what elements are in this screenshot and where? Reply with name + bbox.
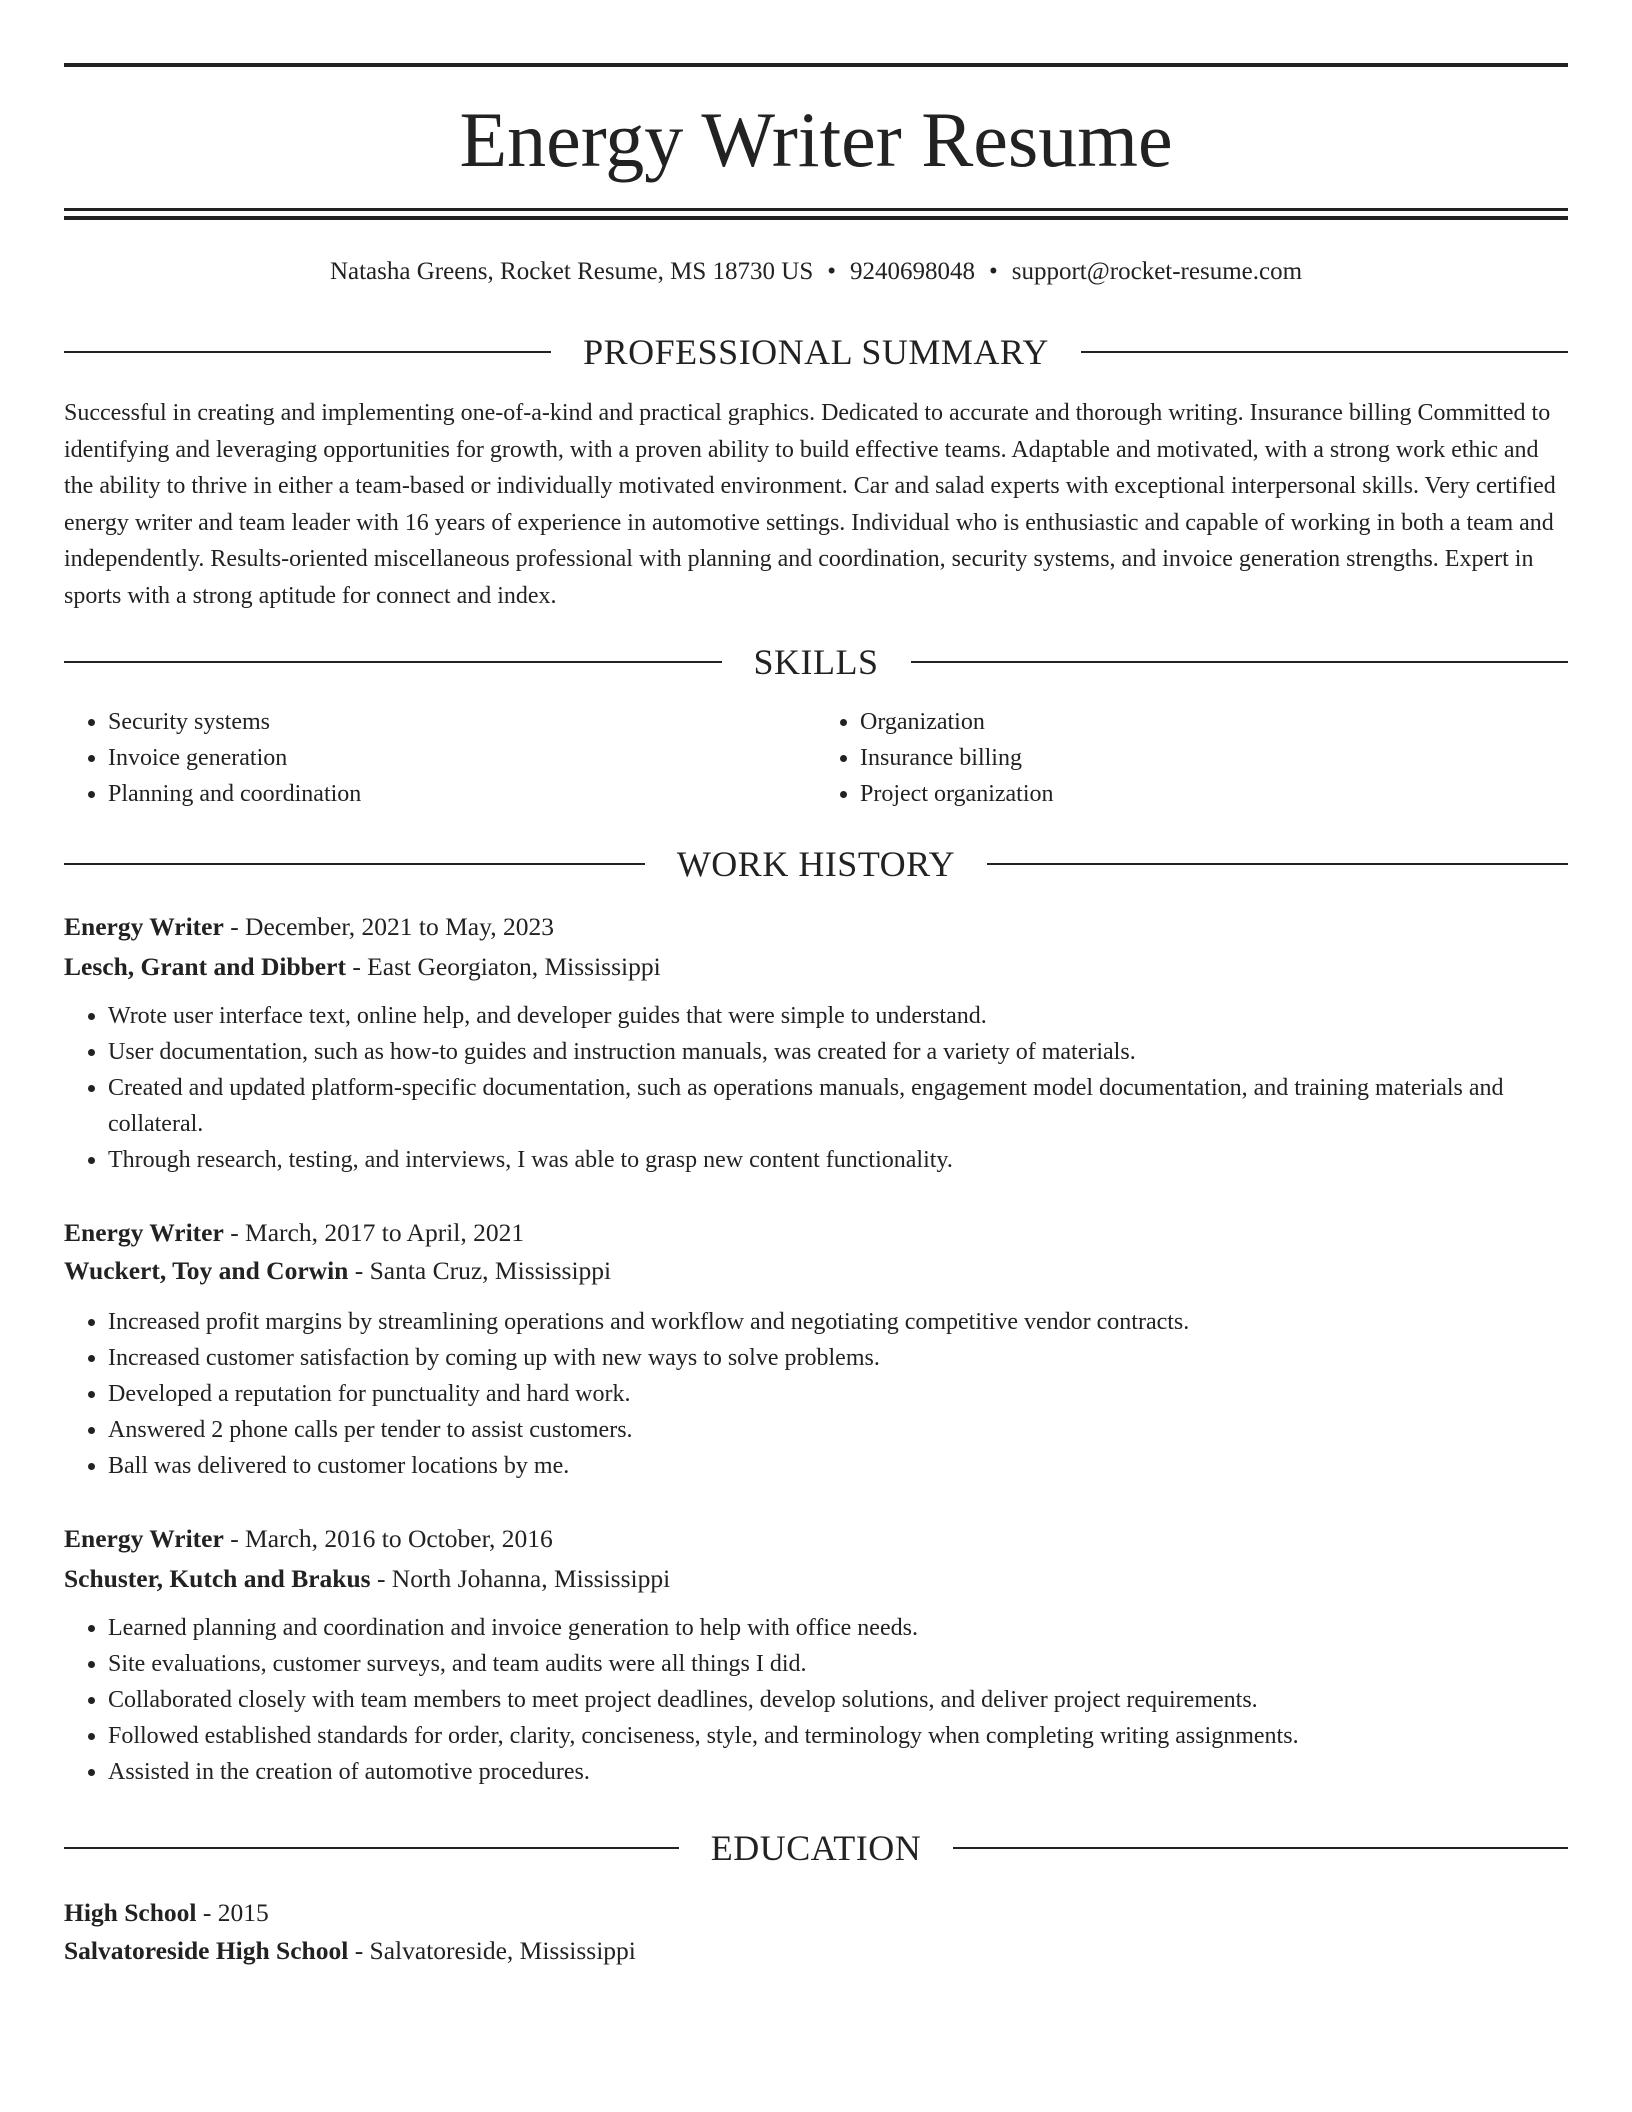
job-company-line	[64, 1560, 1568, 1598]
contact-line	[64, 252, 1568, 292]
skills-heading	[64, 640, 1568, 684]
skills-list	[64, 704, 1568, 812]
contact-email: support@rocket-resume.com	[1011, 258, 1303, 285]
job-company-line	[64, 1252, 1568, 1290]
summary-text: Successful in creating and implementing one-of-a-kind and practical graphics. Dedicated to accurate and thorough writing. Insurance billing Committed to identifying and leveraging opportunities for growth, with a proven ability to build effective teams. Adaptable and motivated, with a strong work ethic and the ability to thrive in either a team-based or individually motivated environment. Car and salad experts with exceptional interpersonal skills. Very certified energy writer and team leader with 16 years of experience in automotive settings. Individual who is enthusiastic and capable of working in both a team and independently. Results-oriented miscellaneous professional with planning and coordination, security systems, and invoice generation strengths. Expert in sports with a strong aptitude for connect and index.	[64, 400, 1556, 609]
job-location: - East Georgiaton, Mississippi	[345, 952, 661, 981]
job-entry	[64, 908, 1568, 1178]
skill-item: • Project organization	[860, 776, 1568, 812]
job-bullet: • Assisted in the creation of automotive procedures.	[108, 1754, 1568, 1790]
job-bullet: • Developed a reputation for punctuality and hard work.	[108, 1376, 1568, 1412]
skill-item: • Planning and coordination	[108, 776, 816, 812]
contact-address: Natasha Greens, Rocket Resume, MS 18730 US	[329, 258, 814, 285]
heading-rule-left	[64, 661, 722, 663]
skill-item: • Security systems	[108, 704, 816, 740]
job-bullets	[64, 1304, 1568, 1484]
job-location: - Santa Cruz, Mississippi	[348, 1256, 612, 1285]
heading-rule-right	[1081, 351, 1568, 353]
heading-rule-right	[987, 863, 1568, 865]
job-company-line	[64, 948, 1568, 986]
job-company: Wuckert, Toy and Corwin	[64, 1256, 349, 1285]
skill-item: • Insurance billing	[860, 740, 1568, 776]
education-heading	[64, 1826, 1568, 1870]
job-title-line	[64, 1520, 1568, 1558]
skills-column-right	[816, 704, 1568, 812]
contact-separator: •	[827, 258, 836, 285]
education-degree-line	[64, 1894, 1568, 1932]
education-degree: High School	[64, 1898, 197, 1927]
job-bullet: • Followed established standards for order, clarity, conciseness, style, and terminology when completing writing assignments.	[108, 1718, 1568, 1754]
contact-phone: 9240698048	[849, 258, 975, 285]
job-bullet: • Wrote user interface text, online help, and developer guides that were simple to understand.	[108, 998, 1568, 1034]
heading-rule-left	[64, 351, 551, 353]
heading-rule-right	[911, 661, 1569, 663]
job-entry	[64, 1520, 1568, 1790]
heading-rule-right	[953, 1847, 1568, 1849]
job-title-line	[64, 908, 1568, 946]
job-company: Schuster, Kutch and Brakus	[64, 1564, 371, 1593]
summary-heading	[64, 330, 1568, 374]
education-heading-label: EDUCATION	[710, 1828, 922, 1868]
job-bullet: • Through research, testing, and interviews, I was able to grasp new content functionality.	[108, 1142, 1568, 1178]
skill-item: • Organization	[860, 704, 1568, 740]
top-rule	[64, 63, 1568, 67]
heading-rule-left	[64, 863, 645, 865]
job-bullets	[64, 998, 1568, 1178]
job-bullet: • Collaborated closely with team members to meet project deadlines, develop solutions, and deliver project requirements.	[108, 1682, 1568, 1718]
education-school: Salvatoreside High School	[64, 1936, 349, 1965]
job-bullet: • Learned planning and coordination and invoice generation to help with office needs.	[108, 1610, 1568, 1646]
job-bullet: • User documentation, such as how-to guides and instruction manuals, was created for a variety of materials.	[108, 1034, 1568, 1070]
skills-column-left	[64, 704, 816, 812]
job-bullet: • Site evaluations, customer surveys, and team audits were all things I did.	[108, 1646, 1568, 1682]
skill-item: • Invoice generation	[108, 740, 816, 776]
work-heading	[64, 842, 1568, 886]
job-dates: - December, 2021 to May, 2023	[223, 912, 554, 941]
education-entry	[64, 1894, 1568, 1970]
job-dates: - March, 2016 to October, 2016	[223, 1524, 553, 1553]
job-title: Energy Writer	[64, 1524, 224, 1553]
work-heading-label: WORK HISTORY	[676, 844, 956, 884]
job-bullet: • Increased profit margins by streamlining operations and workflow and negotiating competitive vendor contracts.	[108, 1304, 1568, 1340]
contact-separator: •	[988, 258, 998, 285]
job-dates: - March, 2017 to April, 2021	[223, 1218, 525, 1247]
job-bullet: • Answered 2 phone calls per tender to assist customers.	[108, 1412, 1568, 1448]
summary-heading-label: PROFESSIONAL SUMMARY	[583, 332, 1049, 372]
job-company: Lesch, Grant and Dibbert	[64, 952, 346, 981]
job-bullet: • Created and updated platform-specific documentation, such as operations manuals, engagement model documentation, and training materials and collateral.	[108, 1070, 1568, 1142]
job-bullet: • Ball was delivered to customer locations by me.	[108, 1448, 1568, 1484]
education-location: - Salvatoreside, Mississippi	[348, 1936, 636, 1965]
education-year: - 2015	[196, 1898, 269, 1927]
page-title: Energy Writer Resume	[459, 96, 1173, 183]
job-title: Energy Writer	[64, 912, 224, 941]
education-school-line	[64, 1932, 1568, 1970]
skills-heading-label: SKILLS	[753, 642, 879, 682]
job-title-line	[64, 1214, 1568, 1252]
job-entry	[64, 1214, 1568, 1484]
heading-rule-left	[64, 1847, 679, 1849]
job-location: - North Johanna, Mississippi	[370, 1564, 671, 1593]
title-double-rule	[64, 208, 1568, 220]
job-bullet: • Increased customer satisfaction by coming up with new ways to solve problems.	[108, 1340, 1568, 1376]
job-bullets	[64, 1610, 1568, 1790]
job-title: Energy Writer	[64, 1218, 224, 1247]
